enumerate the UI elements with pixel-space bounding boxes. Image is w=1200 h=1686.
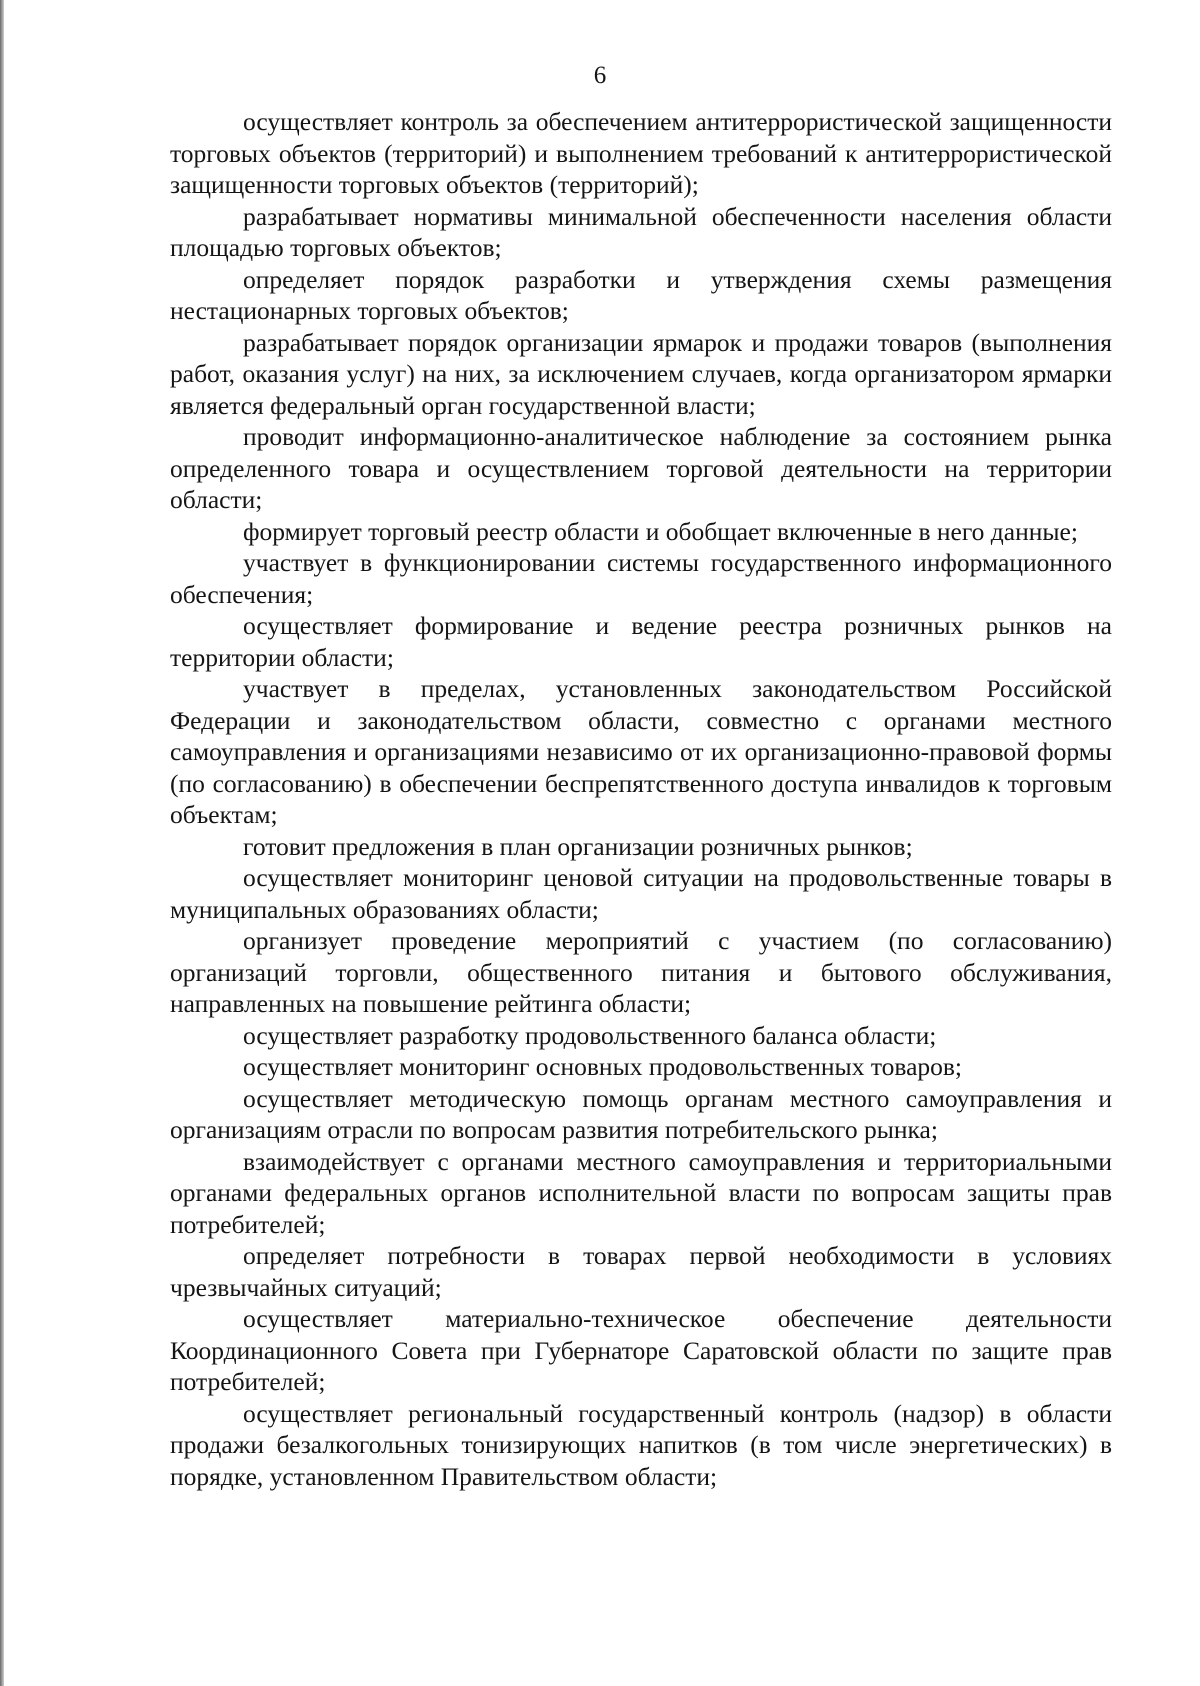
- paragraph: проводит информационно-аналитическое наблюдение за состоянием рынка определенного товара и осуществлением торговой деятельности на территории области;: [170, 422, 1112, 514]
- paragraph: осуществляет формирование и ведение реестра розничных рынков на территории области;: [170, 611, 1112, 672]
- paragraph: разрабатывает порядок организации ярмарок и продажи товаров (выполнения работ, оказания услуг) на них, за исключением случаев, когда организатором ярмарки является федеральный орган государственной власти;: [170, 327, 1112, 420]
- paragraph: осуществляет разработку продовольственного баланса области;: [243, 1020, 937, 1050]
- paragraph: формирует торговый реестр области и обобщает включенные в него данные;: [243, 516, 1078, 546]
- paragraph: организует проведение мероприятий с участием (по согласованию) организаций торговли, общественного питания и бытового обслуживания, направленных на повышение рейтинга области;: [170, 926, 1112, 1018]
- paragraph: осуществляет методическую помощь органам местного самоуправления и организациям отрасли по вопросам развития потребительского рынка;: [170, 1083, 1112, 1144]
- paragraph: готовит предложения в план организации розничных рынков;: [243, 831, 913, 861]
- scan-edge: [0, 0, 4, 1686]
- document-body: [170, 106, 1112, 1492]
- paragraph: разрабатывает нормативы минимальной обеспеченности населения области площадью торговых объектов;: [170, 201, 1112, 262]
- paragraph: взаимодействует с органами местного самоуправления и территориальными органами федеральных органов исполнительной власти по вопросам защиты прав потребителей;: [170, 1146, 1112, 1239]
- paragraph: определяет потребности в товарах первой необходимости в условиях чрезвычайных ситуаций;: [170, 1241, 1112, 1302]
- page-number: 6: [593, 62, 607, 89]
- paragraph: осуществляет материально-техническое обеспечение деятельности Координационного Совета при Губернаторе Саратовской области по защите прав потребителей;: [170, 1304, 1112, 1396]
- paragraph: участвует в пределах, установленных законодательством Российской Федерации и законодательством области, совместно с органами местного самоуправления и организациями независимо от их организационно-правовой формы (по согласованию) в обеспечении беспрепятственного доступа инвалидов к торговым объектам;: [170, 674, 1112, 829]
- paragraph: участвует в функционировании системы государственного информационного обеспечения;: [170, 548, 1112, 609]
- paragraph: осуществляет мониторинг основных продовольственных товаров;: [243, 1052, 963, 1081]
- paragraph: осуществляет региональный государственный контроль (надзор) в области продажи безалкогольных тонизирующих напитков (в том числе энергетических) в порядке, установленном Правительством области;: [170, 1398, 1112, 1491]
- paragraph: осуществляет мониторинг ценовой ситуации на продовольственные товары в муниципальных образованиях области;: [170, 863, 1112, 924]
- paragraph: определяет порядок разработки и утверждения схемы размещения нестационарных торговых объектов;: [170, 264, 1112, 325]
- paragraph: осуществляет контроль за обеспечением антитеррористической защищенности торговых объектов (территорий) и выполнением требований к антитеррористической защищенности торговых объектов (территорий);: [170, 107, 1112, 199]
